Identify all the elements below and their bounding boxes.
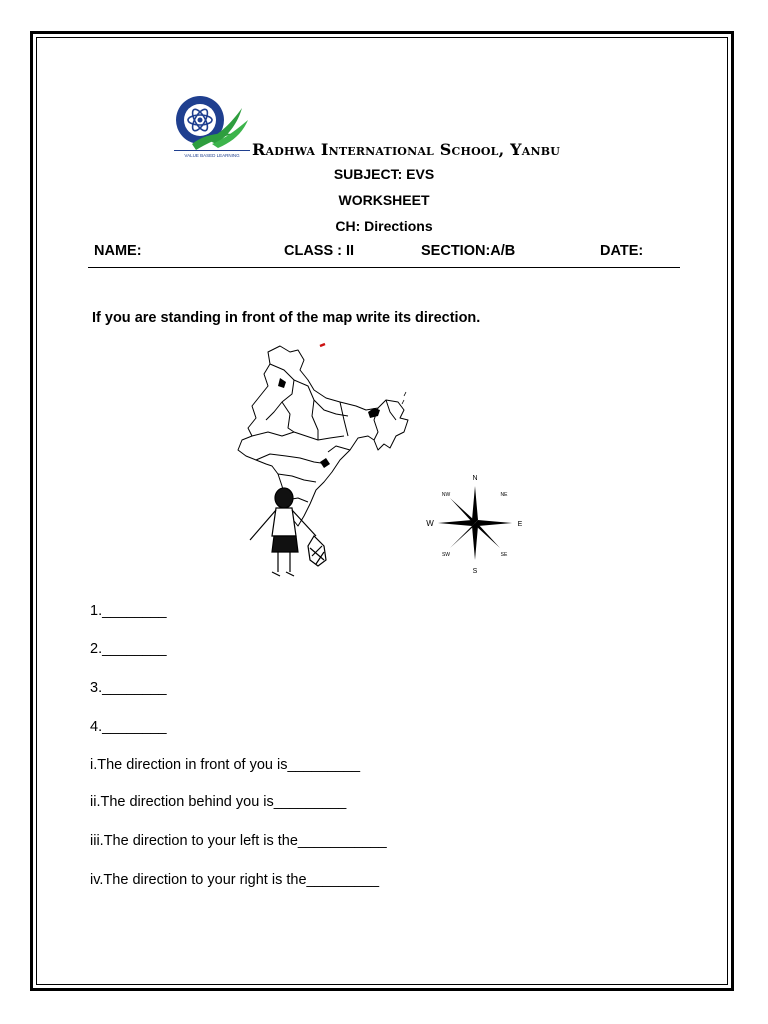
name-label: NAME: — [94, 243, 142, 259]
subject-line: SUBJECT: EVS — [333, 166, 435, 182]
worksheet-title: WORKSHEET — [338, 192, 430, 208]
compass-w: W — [426, 519, 434, 528]
school-logo — [172, 92, 256, 160]
sentence-right[interactable]: iv.The direction to your right is the_________ — [90, 872, 380, 888]
header-rule — [88, 267, 680, 268]
logo-caption: VALUE BASED LEARNING — [184, 153, 240, 158]
india-map-illustration — [228, 340, 424, 582]
question-text: If you are standing in front of the map write its direction. — [92, 310, 481, 326]
compass-se: SE — [500, 552, 508, 558]
compass-nw: NW — [441, 492, 451, 498]
answer-blank-4[interactable]: 4.________ — [90, 719, 167, 735]
sentence-behind[interactable]: ii.The direction behind you is_________ — [90, 794, 347, 810]
date-label: DATE: — [600, 243, 644, 259]
section-label: SECTION:A/B — [421, 243, 516, 259]
answer-blank-2[interactable]: 2.________ — [90, 641, 167, 657]
compass-s: S — [472, 568, 478, 575]
school-name: Radhwa International School, Yanbu — [252, 140, 561, 159]
answer-blank-3[interactable]: 3.________ — [90, 680, 167, 696]
compass-rose — [422, 470, 528, 576]
class-label: CLASS : II — [284, 243, 355, 259]
compass-n: N — [472, 475, 478, 482]
chapter-title: CH: Directions — [335, 218, 433, 234]
compass-sw: SW — [441, 552, 451, 558]
answer-blank-1[interactable]: 1.________ — [90, 603, 167, 619]
sentence-left[interactable]: iii.The direction to your left is the___________ — [90, 833, 387, 849]
sentence-front[interactable]: i.The direction in front of you is_________ — [90, 757, 361, 773]
compass-e: E — [517, 521, 523, 528]
compass-ne: NE — [500, 492, 508, 498]
